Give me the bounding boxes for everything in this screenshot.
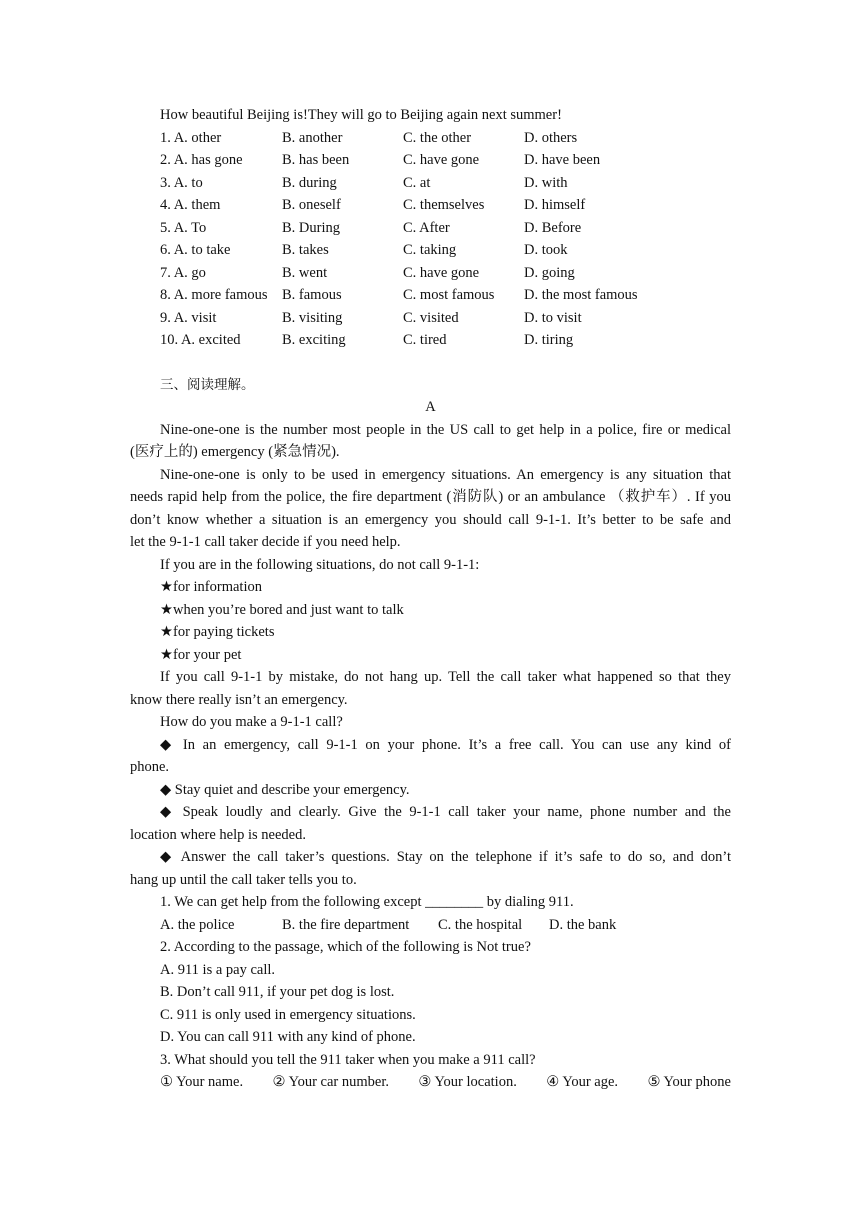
option-b: B. has been — [282, 152, 350, 168]
option-1: ① Your name. — [160, 1074, 244, 1090]
diamond-list-item: ◆ Speak loudly and clearly. Give the 9-1-1 call taker your name, phone number and the — [160, 804, 731, 820]
option-3: ③ Your location. — [418, 1074, 517, 1090]
question-3: 3. What should you tell the 911 taker when you make a 911 call? — [160, 1051, 536, 1068]
cloze-options-table — [130, 127, 731, 352]
question-1: 1. We can get help from the following except ________ by dialing 911. — [160, 894, 574, 910]
option-a: 9. A. visit — [160, 309, 217, 326]
diamond-list-item: ◆ Answer the call taker’s questions. Stay on the telephone if it’s safe to do so, and don’t — [160, 849, 731, 865]
option-c: C. at — [403, 174, 431, 191]
option-c: C. themselves — [403, 197, 485, 213]
cloze-row — [130, 307, 731, 330]
option-d: D. tiring — [524, 332, 574, 348]
option-a: A. the police — [160, 916, 235, 933]
option-d: D. have been — [524, 152, 601, 168]
option-a: 8. A. more famous — [160, 287, 268, 303]
option-b: B. takes — [282, 242, 329, 258]
paragraph-line: If you call 9-1-1 by mistake, do not hang up. Tell the call taker what happened so that they — [160, 669, 731, 685]
cloze-row — [130, 127, 731, 150]
option-c: C. the hospital — [438, 916, 523, 933]
option-d: D. Before — [524, 219, 582, 236]
star-list-item: ★when you’re bored and just want to talk — [160, 601, 404, 618]
option-b: B. exciting — [282, 332, 346, 348]
option-a: 4. A. them — [160, 197, 221, 213]
option-d: D. the bank — [549, 916, 617, 933]
diamond-list-item-cont: phone. — [130, 759, 170, 775]
option-a: A. 911 is a pay call. — [160, 961, 276, 978]
paragraph-line: Nine-one-one is the number most people in the US call to get help in a police, fire or medical — [160, 421, 731, 438]
paragraph-line: needs rapid help from the police, the fire department (消防队) or an ambulance （救护车）. If you — [130, 489, 731, 505]
questions — [130, 891, 731, 1094]
option-d: D. You can call 911 with any kind of phone. — [160, 1029, 416, 1045]
option-b: B. went — [282, 264, 328, 281]
option-a: 1. A. other — [160, 129, 222, 146]
passage-label: A — [425, 399, 436, 415]
option-d: D. took — [524, 242, 568, 258]
option-b: B. visiting — [282, 309, 343, 326]
option-2: ② Your car number. — [272, 1074, 390, 1090]
paragraph-line: don’t know whether a situation is an emergency you should call 9-1-1. It’s better to be safe and — [130, 511, 731, 528]
option-b: B. famous — [282, 287, 342, 303]
cloze-row — [130, 217, 731, 240]
diamond-list-item: ◆ In an emergency, call 9-1-1 on your phone. It’s a free call. You can use any kind of — [160, 736, 731, 753]
paragraph-line: let the 9-1-1 call taker decide if you need help. — [130, 534, 401, 550]
option-c: C. 911 is only used in emergency situations. — [160, 1006, 416, 1023]
star-list-item: ★for your pet — [160, 646, 242, 663]
option-a: 3. A. to — [160, 174, 203, 191]
question-2: 2. According to the passage, which of the following is Not true? — [160, 939, 531, 955]
option-b: B. Don’t call 911, if your pet dog is lost. — [160, 984, 395, 1000]
diamond-list-item-cont: location where help is needed. — [130, 826, 306, 843]
option-d: D. the most famous — [524, 287, 638, 303]
option-a: 10. A. excited — [160, 332, 241, 348]
option-d: D. others — [524, 129, 578, 146]
cloze-row — [130, 239, 731, 262]
option-4: ④ Your age. — [546, 1074, 619, 1090]
option-b: B. oneself — [282, 197, 341, 213]
paragraph-line: know there really isn’t an emergency. — [130, 691, 348, 708]
cloze-row — [130, 329, 731, 352]
diamond-list-item-cont: hang up until the call taker tells you to. — [130, 871, 357, 888]
diamond-list-item: ◆ Stay quiet and describe your emergency. — [160, 781, 410, 798]
option-d: D. to visit — [524, 309, 582, 326]
option-b: B. During — [282, 219, 340, 236]
paragraph-line: Nine-one-one is only to be used in emergency situations. An emergency is any situation that — [160, 466, 731, 483]
cloze-row — [130, 149, 731, 172]
option-d: D. himself — [524, 197, 586, 213]
option-b: B. another — [282, 129, 343, 146]
cloze-row — [130, 194, 731, 217]
question-3-options — [130, 1071, 731, 1094]
cloze-row — [130, 262, 731, 285]
section-title: 三、阅读理解。 — [160, 376, 255, 393]
option-c: C. visited — [403, 309, 459, 326]
option-b: B. the fire department — [282, 916, 410, 933]
reading-passage — [130, 419, 731, 892]
paragraph-line: (医疗上的) emergency (紧急情况). — [130, 444, 340, 460]
option-c: C. the other — [403, 129, 472, 146]
option-5: ⑤ Your phone — [647, 1074, 731, 1090]
intro-line: How beautiful Beijing is!They will go to Beijing again next summer! — [160, 107, 562, 123]
option-a: 7. A. go — [160, 264, 206, 281]
option-c: C. tired — [403, 332, 447, 348]
option-c: C. After — [403, 219, 450, 236]
option-c: C. have gone — [403, 264, 480, 281]
cloze-row — [130, 172, 731, 195]
option-c: C. taking — [403, 242, 457, 258]
star-list-item: ★for information — [160, 579, 262, 595]
question-1-options — [130, 914, 731, 937]
option-d: D. going — [524, 264, 575, 281]
option-c: C. most famous — [403, 287, 495, 303]
option-b: B. during — [282, 174, 337, 191]
option-c: C. have gone — [403, 152, 480, 168]
option-d: D. with — [524, 174, 568, 191]
paragraph-line: If you are in the following situations, do not call 9-1-1: — [160, 556, 480, 573]
document-page — [130, 104, 731, 1094]
cloze-row — [130, 284, 731, 307]
spacer — [130, 352, 731, 374]
option-a: 5. A. To — [160, 219, 207, 236]
star-list-item: ★for paying tickets — [160, 624, 275, 640]
option-a: 6. A. to take — [160, 242, 231, 258]
paragraph-line: How do you make a 9-1-1 call? — [160, 714, 343, 730]
option-a: 2. A. has gone — [160, 152, 243, 168]
